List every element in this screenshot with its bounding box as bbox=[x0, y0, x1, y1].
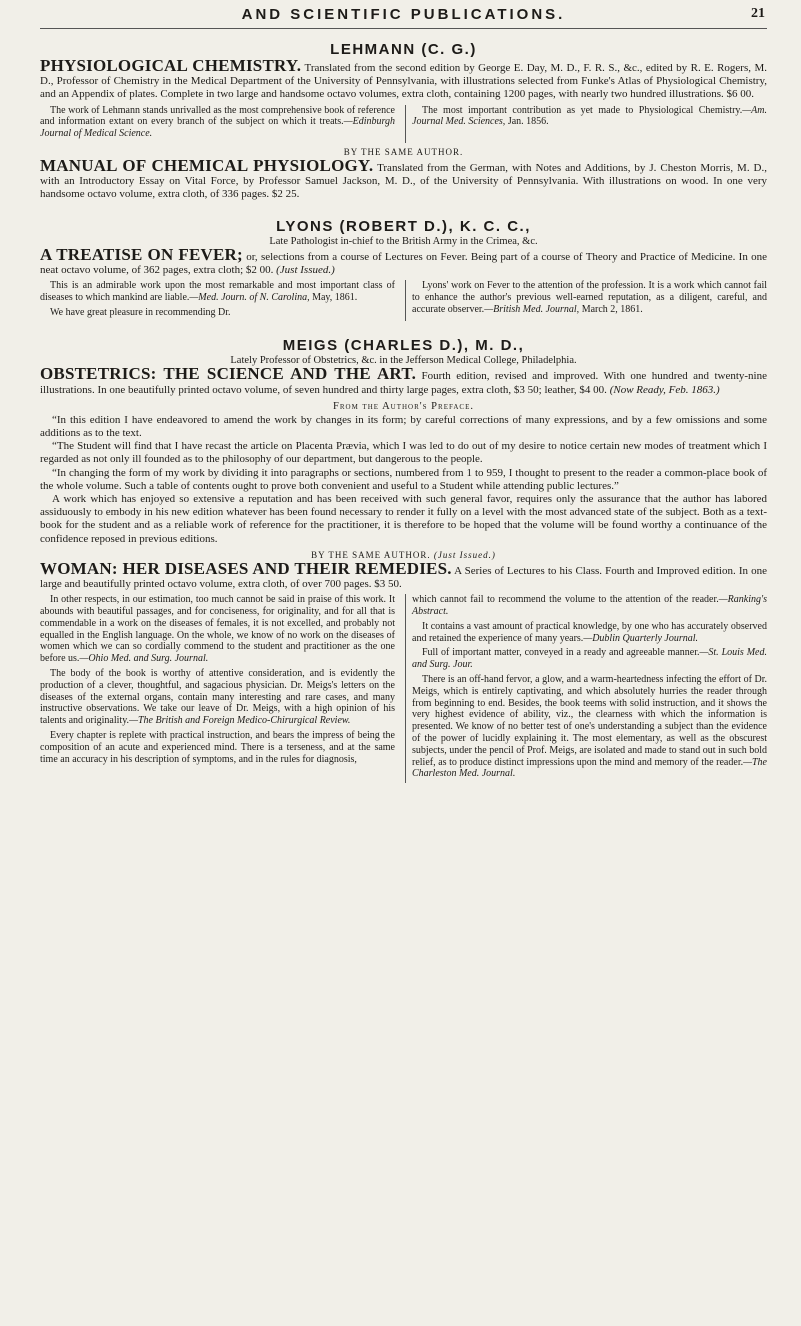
book-description: Translated from the German, with Notes and Additions, by J. Cheston Morris, M. D., with an Introductory Essay on Vital Force, by Professor Samuel Jackson, M. D., of the University of Pennsylvania. With illustrations on wood. In one very handsome octavo volume, extra cloth, of 336 pages. $2 25. bbox=[40, 162, 767, 201]
book-description: or, selections from a course of Lectures on Fever. Being part of a course of Theory and Practice of Medicine. In one neat octavo volume, of 362 pages, extra cloth; $2 00. bbox=[40, 250, 767, 276]
book-title: PHYSIOLOGICAL CHEMISTRY. bbox=[40, 56, 302, 75]
author-subtitle: Late Pathologist in-chief to the British Army in the Crimea, &c. bbox=[269, 235, 538, 247]
preface bbox=[40, 414, 767, 546]
review-right bbox=[405, 594, 767, 783]
review-text: There is an off-hand fervor, a glow, and a warm-heartedness infecting the effort of Dr. Meigs, which is entirely captivating, and which absolutely hurries the reader through from beginning to end. Besides, the book teems with solid instruction, and it shows the very highest evidence of ability, viz., the clearness with which the information is presented. We know of no better test of one's understanding a subject than the evidence of the power of lucidly explaining it. The most elementary, as well as the obscurest subjects, under the pencil of Prof. Meigs, are isolated and made to stand out in such bold relief, as to produce distinct impressions upon the mind and memory of the reader. bbox=[412, 674, 767, 768]
book-description: Translated from the second edition by George E. Day, M. D., F. R. S., &c., edited by R. E. Rogers, M. D., Professor of Chemistry in the Medical Department of the University of Pennsylvania, with illustrations selected from Funke's Atlas of Physiological Chemistry, and an Appendix of plates. Complete in two large and handsome octavo volumes, extra cloth, containing 1200 pages, with nearly two hundred illustrations. $6 00. bbox=[40, 62, 767, 101]
preface-paragraph: A work which has enjoyed so extensive a reputation and has been received with such general favor, requires only the assurance that the author has labored assiduously to embody in his new edition whatever has been found necessary to render it fully on a level with the most advanced state of the subject. Both as a text-book for the student and as a reliable work of reference for the practitioner, it is therefore to be hoped that the volume will be found worthy a continuance of the confidence reposed in previous editions. bbox=[40, 493, 767, 545]
running-head bbox=[40, 0, 767, 29]
book-title: A TREATISE ON FEVER; bbox=[40, 244, 243, 264]
review-right bbox=[405, 280, 767, 321]
book-title: OBSTETRICS: THE SCIENCE AND THE ART. bbox=[40, 364, 417, 384]
review-text: The work of Lehmann stands unrivalled as the most comprehensive book of reference and information extant on every branch of the subject on which it treats. bbox=[40, 104, 395, 128]
review-source: —Dublin Quarterly Journal. bbox=[583, 632, 699, 644]
review-source: —Med. Journ. of N. Carolina, bbox=[189, 291, 310, 303]
review-text: The most important contribution as yet made to Physiological Chemistry. bbox=[422, 104, 743, 116]
review-right bbox=[405, 105, 767, 143]
entry-text bbox=[40, 558, 767, 591]
review-left bbox=[40, 280, 395, 321]
entry-woman bbox=[40, 550, 767, 783]
author-heading: MEIGS (CHARLES D.), M. D., bbox=[282, 337, 525, 355]
entry-meigs bbox=[40, 337, 767, 545]
running-head-title: AND SCIENTIFIC PUBLICATIONS. bbox=[241, 6, 566, 23]
review-date: March 2, 1861. bbox=[579, 303, 643, 315]
preface-paragraph: “In changing the form of my work by dividing it into paragraphs or sections, numbered from 1 to 959, I thought to present to the reader a common-place book of the whole volume. Such a table of contents ought to prove both convenient and useful to a Student while attending public lectures.” bbox=[40, 466, 767, 492]
review-text: The body of the book is worthy of attentive consideration, and is evidently the production of a clever, thoughtful, and sagacious physician. Dr. Meigs's letters on the diseases of the external organs, contain many interesting and rare cases, and many instructive observations. We take our leave of Dr. Meigs, with a high opinion of his talents and originality. bbox=[40, 668, 395, 727]
entry-text bbox=[40, 156, 767, 202]
author-heading: LYONS (ROBERT D.), K. C. C., bbox=[276, 217, 531, 235]
review-source: —Edinburgh Journal of Medical Science. bbox=[40, 116, 395, 140]
byline-text: BY THE SAME AUTHOR. bbox=[311, 549, 431, 560]
review-source: —British Med. Journal, bbox=[484, 303, 580, 315]
review-text: It contains a vast amount of practical knowledge, by one who has accurately observed and retained the experience of many years. bbox=[412, 620, 767, 644]
preface-heading: From the Author's Preface. bbox=[333, 400, 474, 412]
review-source: —Am. Journal Med. Sciences, bbox=[412, 104, 767, 128]
publication-status: (Just Issued.) bbox=[276, 263, 335, 276]
review-left bbox=[40, 594, 395, 783]
book-description: Fourth edition, revised and improved. With one hundred and twenty-nine illustrations. In one beautifully printed octavo volume, of seven hundred and thirty large pages, extra cloth, $3 50; leather, $4 00. bbox=[40, 370, 767, 396]
entry-lyons bbox=[40, 218, 767, 322]
reviews bbox=[40, 105, 767, 143]
book-description: A Series of Lectures to his Class. Fourth and Improved edition. In one large and beautifully printed octavo volume, extra cloth, of over 700 pages. $3 50. bbox=[40, 564, 767, 591]
publication-date: Feb. 1863.) bbox=[665, 383, 720, 396]
publication-status: (Now Ready, bbox=[609, 383, 666, 396]
review-text: We have great pleasure in recommending Dr. bbox=[50, 306, 231, 318]
review-date: May, 1861. bbox=[309, 291, 358, 303]
review-text: In other respects, in our estimation, too much cannot be said in praise of this work. It abounds with beautiful passages, and for conciseness, for originality, and for all that is commendable in a work on the diseases of females, it is not excelled, and probably not equalled in the English language. On the whole, we know of no work on the diseases of women which we can so cordially commend to the student and practitioner as the one before us. bbox=[40, 594, 395, 665]
reviews bbox=[40, 594, 767, 783]
entry-text bbox=[40, 364, 767, 396]
review-left bbox=[40, 105, 395, 143]
review-source: —Ranking's Abstract. bbox=[412, 594, 767, 618]
page-number: 21 bbox=[751, 6, 765, 21]
review-text: Full of important matter, conveyed in a ready and agreeable manner. bbox=[422, 647, 700, 659]
reviews bbox=[40, 280, 767, 321]
review-source: —Ohio Med. and Surg. Journal. bbox=[79, 653, 209, 665]
preface-paragraph: “In this edition I have endeavored to amend the work by changes in its form; by careful corrections of many expressions, and by a few omissions and some additions as to the text. bbox=[40, 413, 767, 440]
review-date: Jan. 1856. bbox=[505, 116, 549, 128]
entry-lehmann bbox=[40, 41, 767, 143]
book-title: WOMAN: HER DISEASES AND THEIR REMEDIES. bbox=[40, 558, 452, 578]
author-subtitle: Lately Professor of Obstetrics, &c. in the Jefferson Medical College, Philadelphia. bbox=[230, 355, 577, 367]
review-text: which cannot fail to recommend the volume to the attention of the reader. bbox=[412, 594, 719, 606]
review-text: This is an admirable work upon the most remarkable and most important class of diseases to which mankind are liable. bbox=[40, 280, 395, 303]
publication-status: (Just Issued.) bbox=[433, 549, 496, 560]
entry-text bbox=[40, 56, 767, 102]
entry-manual bbox=[40, 147, 767, 202]
review-text: Every chapter is replete with practical instruction, and bears the impress of being the composition of an acute and experienced mind. There is a terseness, and at the same time an accuracy in his description of symptoms, and in the rules for diagnosis, bbox=[40, 730, 395, 765]
review-source: —The British and Foreign Medico-Chirurgical Review. bbox=[129, 715, 351, 727]
byline: BY THE SAME AUTHOR. bbox=[343, 147, 464, 157]
book-title: MANUAL OF CHEMICAL PHYSIOLOGY. bbox=[40, 156, 374, 175]
preface-paragraph: “The Student will find that I have recast the article on Placenta Prævia, which I was led to do out of my desire to notice certain new modes of treatment which I regarded as not only ill founded as to the philosophy of our department, but dangerous to the people. bbox=[40, 440, 767, 466]
review-source: —St. Louis Med. and Surg. Jour. bbox=[412, 647, 767, 671]
author-heading: LEHMANN (C. G.) bbox=[330, 41, 477, 58]
review-text: Lyons' work on Fever to the attention of the profession. It is a work which cannot fail to enhance the author's previous well-earned reputation, as a diligent, careful, and accurate observer. bbox=[412, 280, 767, 315]
review-source: —The Charleston Med. Journal. bbox=[412, 756, 767, 780]
entry-text bbox=[40, 244, 767, 277]
